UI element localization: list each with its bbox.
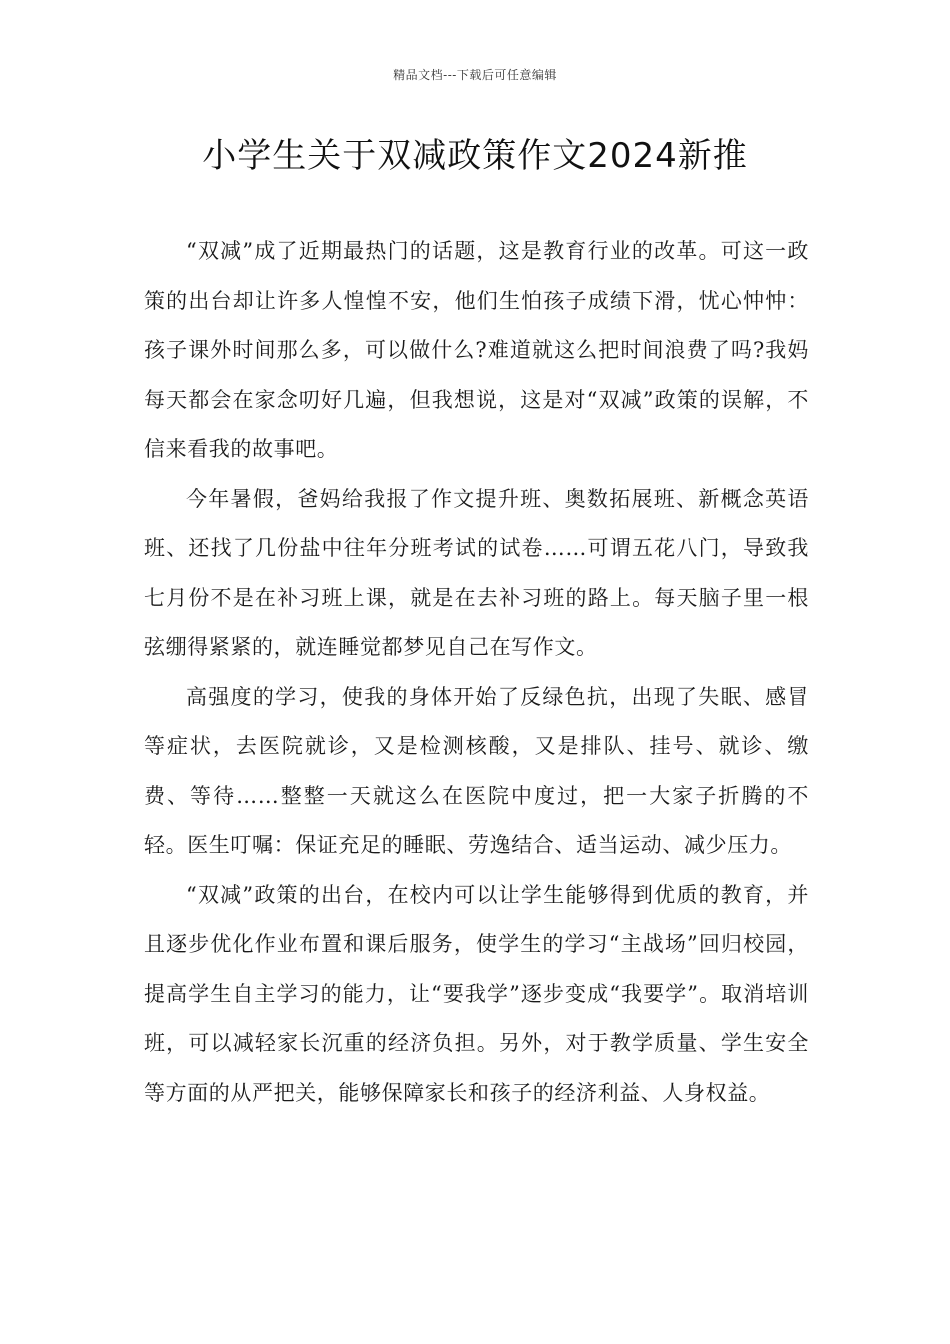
paragraph-4: “双减”政策的出台，在校内可以让学生能够得到优质的教育，并且逐步优化作业布置和课后服务，使学生的学习“主战场”回归校园，提高学生自主学习的能力，让“要我学”逐步变成“我要学”。取消培训班，可以减轻家长沉重的经济负担。另外，对于教学质量、学生安全等方面的从严把关，能够保障家长和孩子的经济利益、人身权益。 bbox=[144, 882, 809, 1105]
paragraph-1: “双减”成了近期最热门的话题，这是教育行业的改革。可这一政策的出台却让许多人惶惶不安，他们生怕孩子成绩下滑，忧心忡忡：孩子课外时间那么多，可以做什么?难道就这么把时间浪费了吗?我妈每天都会在家念叨好几遍，但我想说，这是对“双减”政策的误解，不信来看我的故事吧。 bbox=[144, 239, 809, 461]
paragraph-3: 高强度的学习，使我的身体开始了反绿色抗，出现了失眠、感冒等症状，去医院就诊，又是检测核酸，又是排队、挂号、就诊、缴费、等待……整整一天就这么在医院中度过，把一大家子折腾的不轻。医生叮嘱：保证充足的睡眠、劳逸结合、适当运动、减少压力。 bbox=[144, 684, 809, 857]
document-title: 小学生关于双减政策作文2024新推 bbox=[202, 136, 748, 176]
header-note: 精品文档---下载后可任意编辑 bbox=[393, 68, 557, 82]
document-body bbox=[144, 227, 809, 1118]
paragraph-2: 今年暑假，爸妈给我报了作文提升班、奥数拓展班、新概念英语班、还找了几份盐中往年分班考试的试卷……可谓五花八门，导致我七月份不是在补习班上课，就是在去补习班的路上。每天脑子里一根弦绷得紧紧的，就连睡觉都梦见自己在写作文。 bbox=[144, 486, 809, 659]
